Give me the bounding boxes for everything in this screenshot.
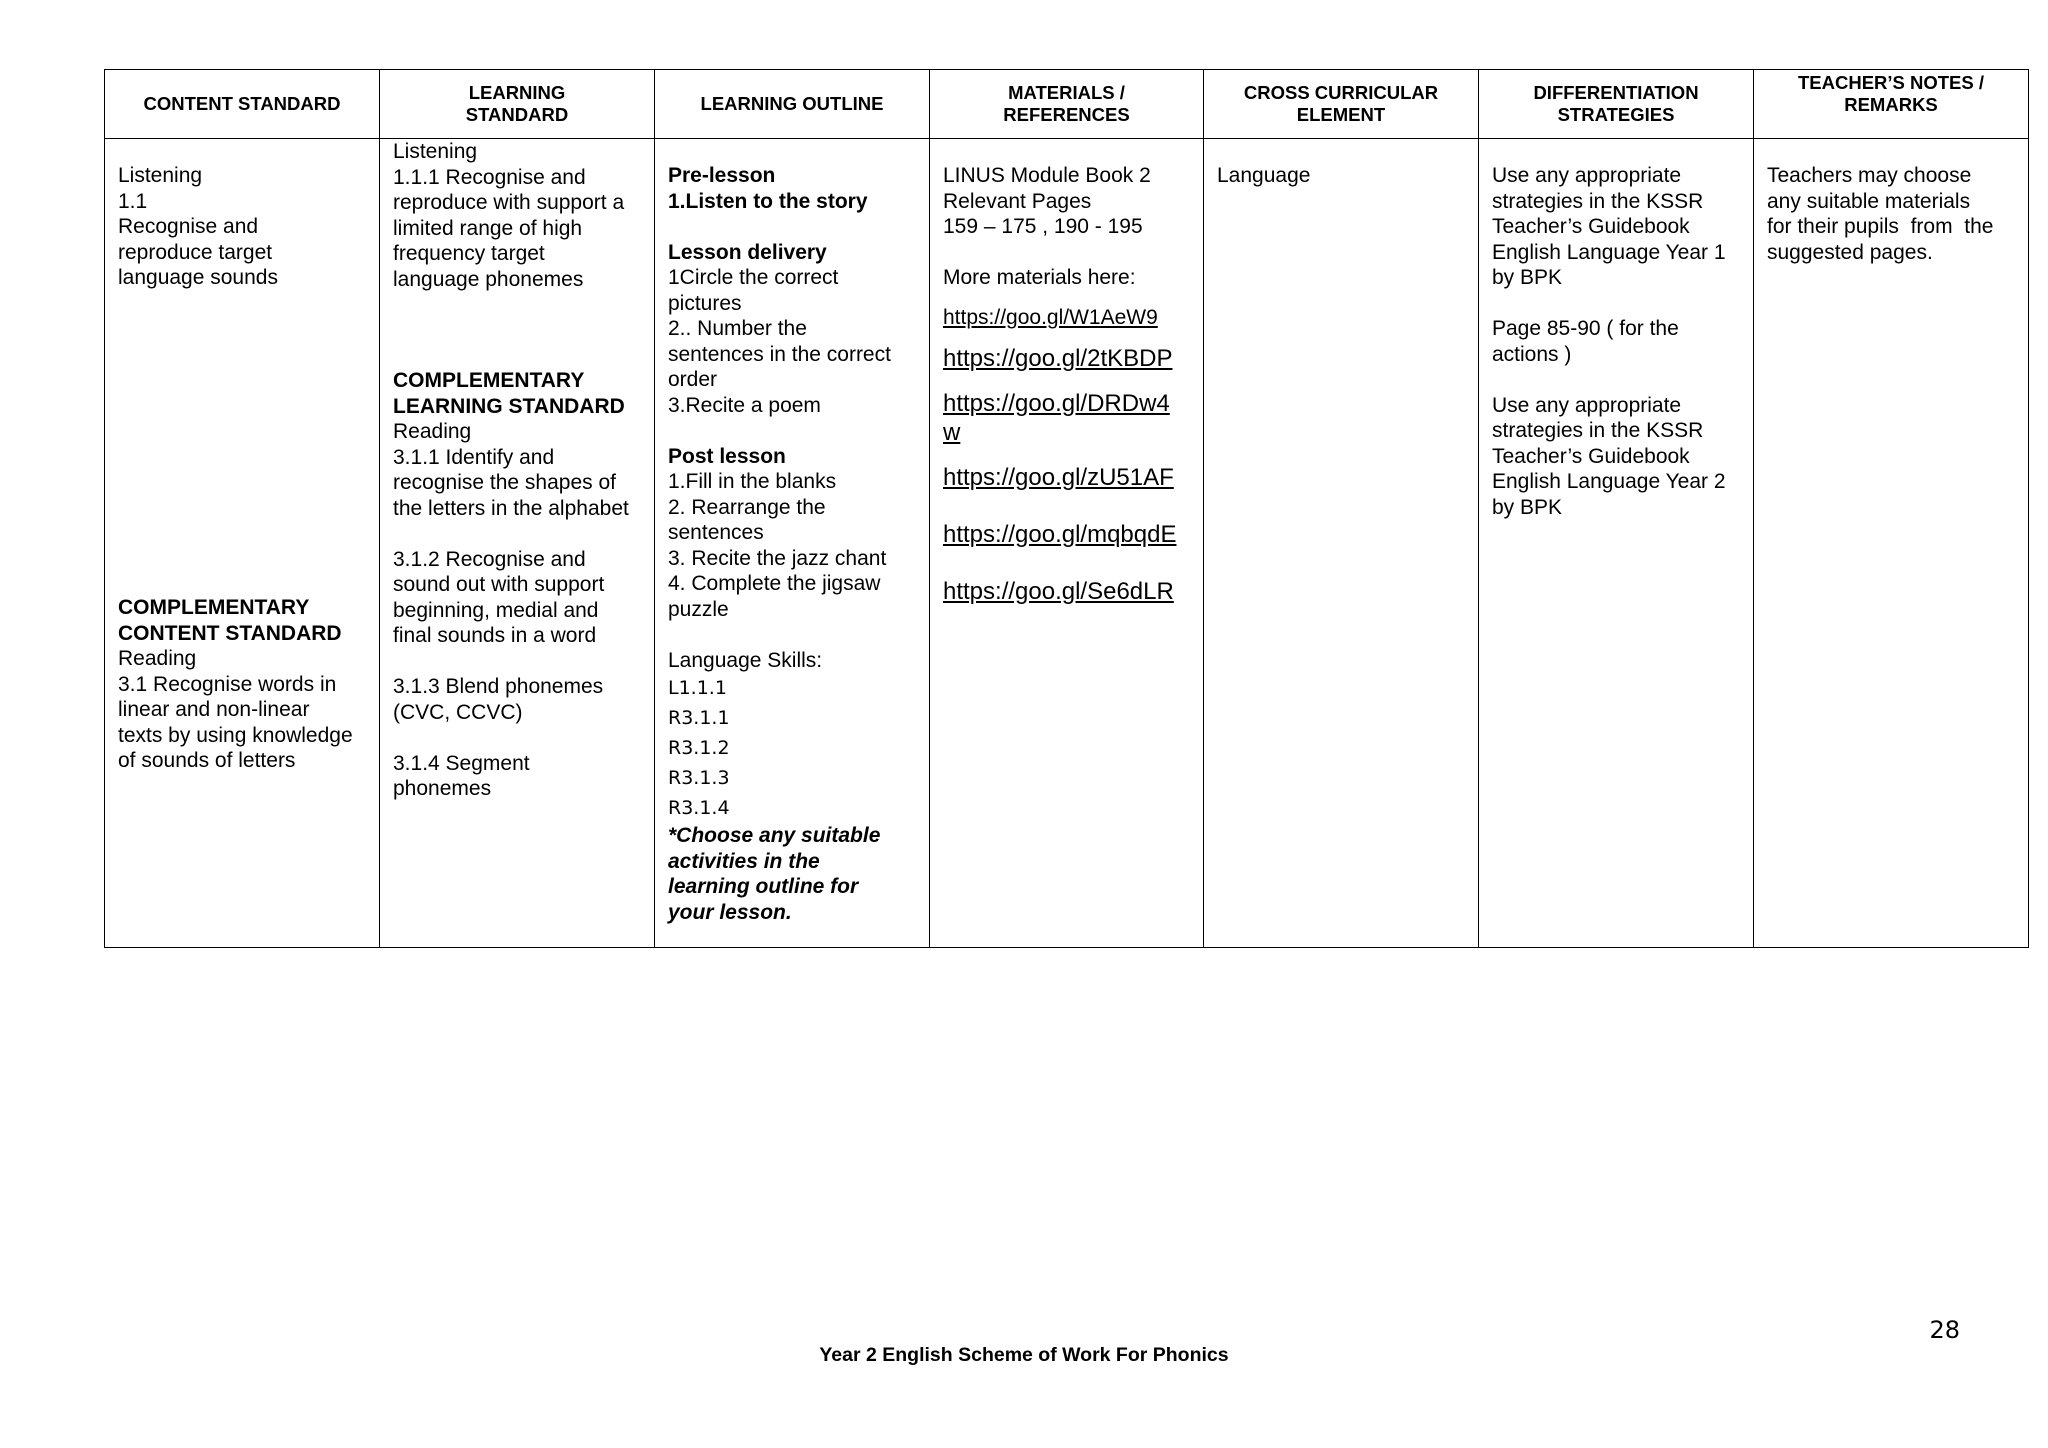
- learning-standard-text: 3.1.1 Identify and: [393, 445, 555, 469]
- teachers-notes-text: Teachers may choose: [1767, 164, 1972, 187]
- learning-standard-text: Reading: [393, 420, 472, 443]
- header-teachers-notes-text: TEACHER’S NOTES / REMARKS: [1797, 72, 1985, 115]
- learning-standard-text: 3.1.3 Blend phonemes: [393, 675, 604, 698]
- learning-outline-text: 4. Complete the jigsaw: [668, 572, 881, 595]
- skill-code: R3.1.3: [668, 767, 730, 789]
- learning-outline-text: 2. Rearrange the: [668, 495, 826, 519]
- header-learning-standard-text: LEARNING STANDARD: [465, 82, 569, 125]
- material-link[interactable]: https://goo.gl/zU51AF: [943, 463, 1174, 491]
- learning-standard-text: Listening: [393, 140, 478, 163]
- content-standard-text: Recognise and: [118, 215, 259, 238]
- header-teachers-notes: [1754, 70, 2029, 139]
- learning-outline-text: order: [668, 368, 718, 391]
- learning-standard-text: phonemes: [393, 777, 492, 800]
- page-number: 28: [1929, 1316, 1960, 1344]
- material-link-continued[interactable]: w: [943, 418, 961, 446]
- teachers-notes-text: any suitable materials: [1767, 189, 1971, 213]
- content-standard-text: reproduce target: [118, 240, 273, 264]
- teachers-notes-text: for their pupils from the: [1767, 215, 1994, 238]
- header-learning-standard: [380, 70, 655, 139]
- skill-code: L1.1.1: [668, 677, 727, 699]
- learning-outline-cell: [655, 139, 930, 948]
- material-link[interactable]: https://goo.gl/DRDw4: [943, 389, 1170, 417]
- learning-outline-text: 1.Fill in the blanks: [668, 470, 837, 493]
- outline-note: *Choose any suitable: [668, 824, 881, 847]
- content-standard-text: 3.1 Recognise words in: [118, 672, 337, 696]
- complementary-learning-heading: COMPLEMENTARY: [393, 369, 585, 392]
- differentiation-text: English Language Year 2: [1492, 470, 1726, 493]
- learning-outline-text: sentences in the correct: [668, 342, 891, 366]
- header-learning-outline: LEARNING OUTLINE: [655, 70, 930, 139]
- learning-outline-text: 3. Recite the jazz chant: [668, 546, 887, 570]
- learning-outline-text: 2.. Number the: [668, 317, 807, 340]
- learning-outline-text: 1Circle the correct: [668, 266, 839, 289]
- content-standard-text: linear and non-linear: [118, 698, 310, 721]
- materials-text: More materials here:: [943, 266, 1136, 289]
- learning-standard-text: reproduce with support a: [393, 191, 625, 214]
- language-skills-label: Language Skills:: [668, 648, 823, 672]
- content-standard-text: 1.1: [118, 189, 148, 213]
- content-standard-text: of sounds of letters: [118, 749, 296, 772]
- learning-standard-text: 1.1.1 Recognise and: [393, 165, 586, 189]
- materials-text: LINUS Module Book 2: [943, 164, 1151, 187]
- learning-standard-text: 3.1.4 Segment: [393, 751, 530, 775]
- learning-outline-text: puzzle: [668, 597, 729, 621]
- learning-standard-text: recognise the shapes of: [393, 471, 616, 494]
- cross-curricular-cell: [1204, 139, 1479, 948]
- skill-code: R3.1.1: [668, 707, 730, 729]
- differentiation-text: Use any appropriate: [1492, 393, 1682, 417]
- differentiation-text: Teacher’s Guidebook: [1492, 215, 1690, 238]
- material-link[interactable]: https://goo.gl/mqbqdE: [943, 520, 1177, 548]
- outline-note: activities in the: [668, 849, 820, 873]
- skill-code: R3.1.4: [668, 797, 730, 819]
- complementary-learning-heading: LEARNING STANDARD: [393, 394, 625, 418]
- learning-standard-text: the letters in the alphabet: [393, 496, 629, 520]
- content-standard-text: language sounds: [118, 266, 278, 289]
- differentiation-text: strategies in the KSSR: [1492, 419, 1704, 442]
- header-cross-curricular-text: CROSS CURRICULAR ELEMENT: [1243, 82, 1439, 125]
- differentiation-text: Teacher’s Guidebook: [1492, 444, 1690, 468]
- header-materials-text: MATERIALS / REFERENCES: [1003, 82, 1130, 125]
- learning-standard-text: language phonemes: [393, 267, 584, 291]
- scheme-of-work-table: [104, 69, 2029, 948]
- pre-lesson-heading: Pre-lesson: [668, 164, 776, 187]
- learning-standard-text: 3.1.2 Recognise and: [393, 547, 586, 571]
- learning-outline-text: 1.Listen to the story: [668, 189, 868, 213]
- content-standard-text: Listening: [118, 164, 203, 187]
- content-standard-text: texts by using knowledge: [118, 723, 353, 747]
- differentiation-cell: [1479, 139, 1754, 948]
- learning-standard-cell: [380, 139, 655, 948]
- learning-outline-text: pictures: [668, 291, 742, 315]
- header-differentiation: [1479, 70, 1754, 139]
- material-link[interactable]: https://goo.gl/Se6dLR: [943, 577, 1174, 605]
- learning-standard-text: beginning, medial and: [393, 598, 599, 622]
- page-footer: Year 2 English Scheme of Work For Phonics: [819, 1344, 1229, 1366]
- differentiation-text: English Language Year 1: [1492, 240, 1726, 264]
- differentiation-text: actions ): [1492, 342, 1572, 366]
- complementary-content-heading: COMPLEMENTARY: [118, 596, 310, 619]
- skill-code: R3.1.2: [668, 737, 730, 759]
- table-row: [105, 139, 2029, 948]
- differentiation-text: Page 85-90 ( for the: [1492, 317, 1679, 340]
- header-differentiation-text: DIFFERENTIATION STRATEGIES: [1533, 82, 1699, 125]
- lesson-delivery-heading: Lesson delivery: [668, 240, 827, 264]
- header-row: [105, 70, 2029, 139]
- teachers-notes-text: suggested pages.: [1767, 240, 1933, 264]
- header-content-standard: CONTENT STANDARD: [105, 70, 380, 139]
- complementary-content-heading: CONTENT STANDARD: [118, 621, 342, 645]
- learning-standard-text: frequency target: [393, 242, 545, 265]
- header-cross-curricular: [1204, 70, 1479, 139]
- learning-standard-text: sound out with support: [393, 573, 605, 596]
- teachers-notes-cell: [1754, 139, 2029, 948]
- differentiation-text: Use any appropriate: [1492, 164, 1682, 187]
- material-link[interactable]: https://goo.gl/W1AeW9: [943, 305, 1158, 329]
- outline-note: learning outline for: [668, 875, 859, 898]
- materials-cell: [930, 139, 1204, 948]
- learning-outline-text: sentences: [668, 521, 764, 544]
- outline-note: your lesson.: [668, 900, 792, 924]
- differentiation-text: by BPK: [1492, 495, 1563, 519]
- content-standard-cell: [105, 139, 380, 948]
- learning-outline-text: 3.Recite a poem: [668, 393, 821, 417]
- differentiation-text: by BPK: [1492, 266, 1563, 289]
- cross-curricular-text: Language: [1217, 164, 1311, 187]
- learning-standard-text: (CVC, CCVC): [393, 700, 523, 724]
- material-link[interactable]: https://goo.gl/2tKBDP: [943, 344, 1173, 372]
- materials-text: 159 – 175 , 190 - 195: [943, 215, 1143, 238]
- content-standard-text: Reading: [118, 647, 197, 670]
- differentiation-text: strategies in the KSSR: [1492, 189, 1704, 213]
- post-lesson-heading: Post lesson: [668, 444, 786, 468]
- learning-standard-text: limited range of high: [393, 216, 583, 240]
- learning-standard-text: final sounds in a word: [393, 624, 597, 647]
- materials-text: Relevant Pages: [943, 189, 1092, 213]
- header-materials: [930, 70, 1204, 139]
